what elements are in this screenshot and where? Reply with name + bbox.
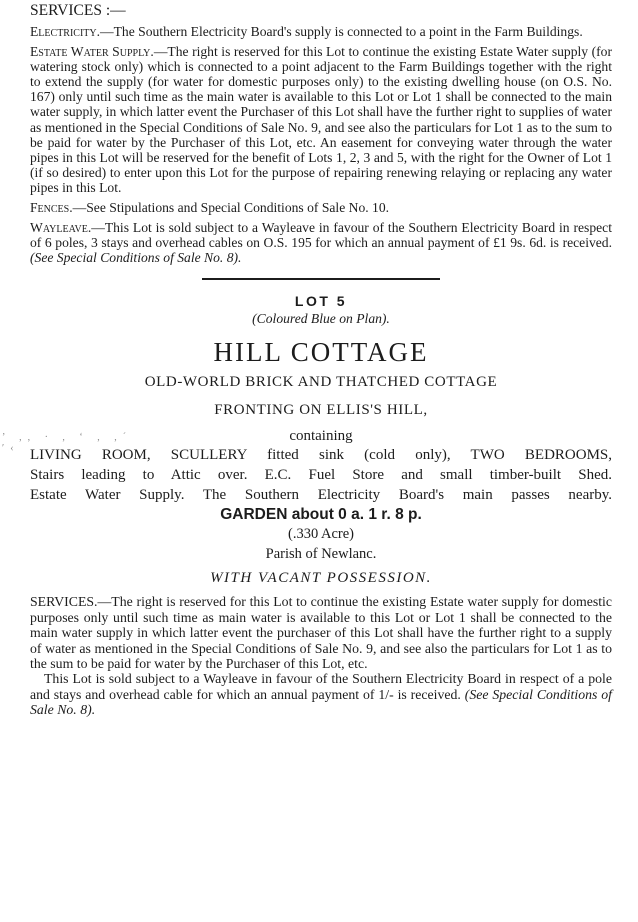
section-divider [202,278,440,280]
services-section [30,594,612,717]
acreage: (.330 Acre) [287,526,355,543]
electricity-paragraph [30,24,612,39]
wayleave-lot5-text: This Lot is sold subject to a Wayleave in favour of the Southern Electricity Board in respect of a pole and stays and overhead cable for which an annual payment of 1/- is received. [30,671,612,702]
estate-water-label: Estate Water Supply. [30,44,154,60]
estate-water-text: —The right is reserved for this Lot to continue the existing Estate Water supply (for watering stock only) which is connected to a point adjacent to the Farm Buildings together with the right to extend the supply (for water for domestic purposes only) to the existing dwelling house (on O.S. No. 167) only until such time as the main water is available to this Lot or Lot 1 shall be connected to the main water supply, in which latter event the Purchaser of this Lot shall have the further right to supplies of water as mentioned in the Special Conditions of Sale No. 9, and see also the particulars for Lot 1 as to the sum to be paid for water by the Purchaser of this Lot, etc. An easement for conveying water through the water pipes in this Lot will be reserved for the benefit of Lots 1, 2, 3 and 5, with the right for the Owner of Lot 1 (if so desired) to enter upon this Lot for the purpose of repairing renewing relaying or replacing any water pipes in this Lot. [30,44,612,195]
estate-water-paragraph [30,44,612,195]
parish: Parish of Newlanc. [265,546,377,563]
wayleave-label: Wayleave. [30,220,92,236]
property-location: FRONTING ON ELLIS'S HILL, [214,402,428,419]
document-page [30,0,612,718]
wayleave-text: —This Lot is sold subject to a Wayleave in favour of the Southern Electricity Board in respect of 6 poles, 3 stays and overhead cables on O.S. 195 for which an annual payment of £1 9s. 6d. is received. [30,220,612,251]
rooms-line-2: Stairs leading to Attic over. E.C. Fuel Store and small timber-built Shed. [30,467,612,484]
fences-text: —See Stipulations and Special Conditions of Sale No. 10. [72,200,390,216]
property-subtitle: OLD-WORLD BRICK AND THATCHED COTTAGE [144,374,498,391]
property-title: HILL COTTAGE [213,337,429,368]
electricity-label: Electricity. [30,24,101,39]
electricity-text: —The Southern Electricity Board's supply is connected to a point in the Farm Buildings. [100,24,583,39]
fences-label: Fences. [30,200,73,216]
garden-area: GARDEN about 0 a. 1 r. 8 p. [220,506,422,524]
services-paragraph: SERVICES.—The right is reserved for this Lot to continue the existing Estate water supply for domestic purposes only until such time as main water is available to this Lot or Lot 1 shall be connected to the main water supply in which latter event the purchaser of this Lot shall have the further right to a supply of water as mentioned in the Special Conditions of Sale No. 9, and see also the particulars for Lot 1 as to the sum to be paid for water by the Purchaser of this Lot, etc. [30,594,612,672]
plan-note: (Coloured Blue on Plan). [252,311,390,327]
wayleave-paragraph [30,220,612,265]
wayleave-paragraph-lot5 [30,671,612,717]
lot-number: LOT 5 [294,293,348,310]
vacant-possession: WITH VACANT POSSESSION. [210,570,432,587]
rooms-line-1: LIVING ROOM, SCULLERY fitted sink (cold only), TWO BEDROOMS, [30,447,612,464]
containing-label: containing [289,428,353,445]
wayleave-lot5-reference: (See Special Conditions of Sale No. 8). [30,686,612,718]
margin-mark: ’ ,, · , ‘ , ,´ ′‹ [2,432,133,454]
rooms-line-3: Estate Water Supply. The Southern Electricity Board's main passes nearby. [30,487,612,504]
services-heading: SERVICES :— [30,2,126,19]
wayleave-reference: (See Special Conditions of Sale No. 8). [30,250,242,266]
fences-paragraph [30,200,612,215]
